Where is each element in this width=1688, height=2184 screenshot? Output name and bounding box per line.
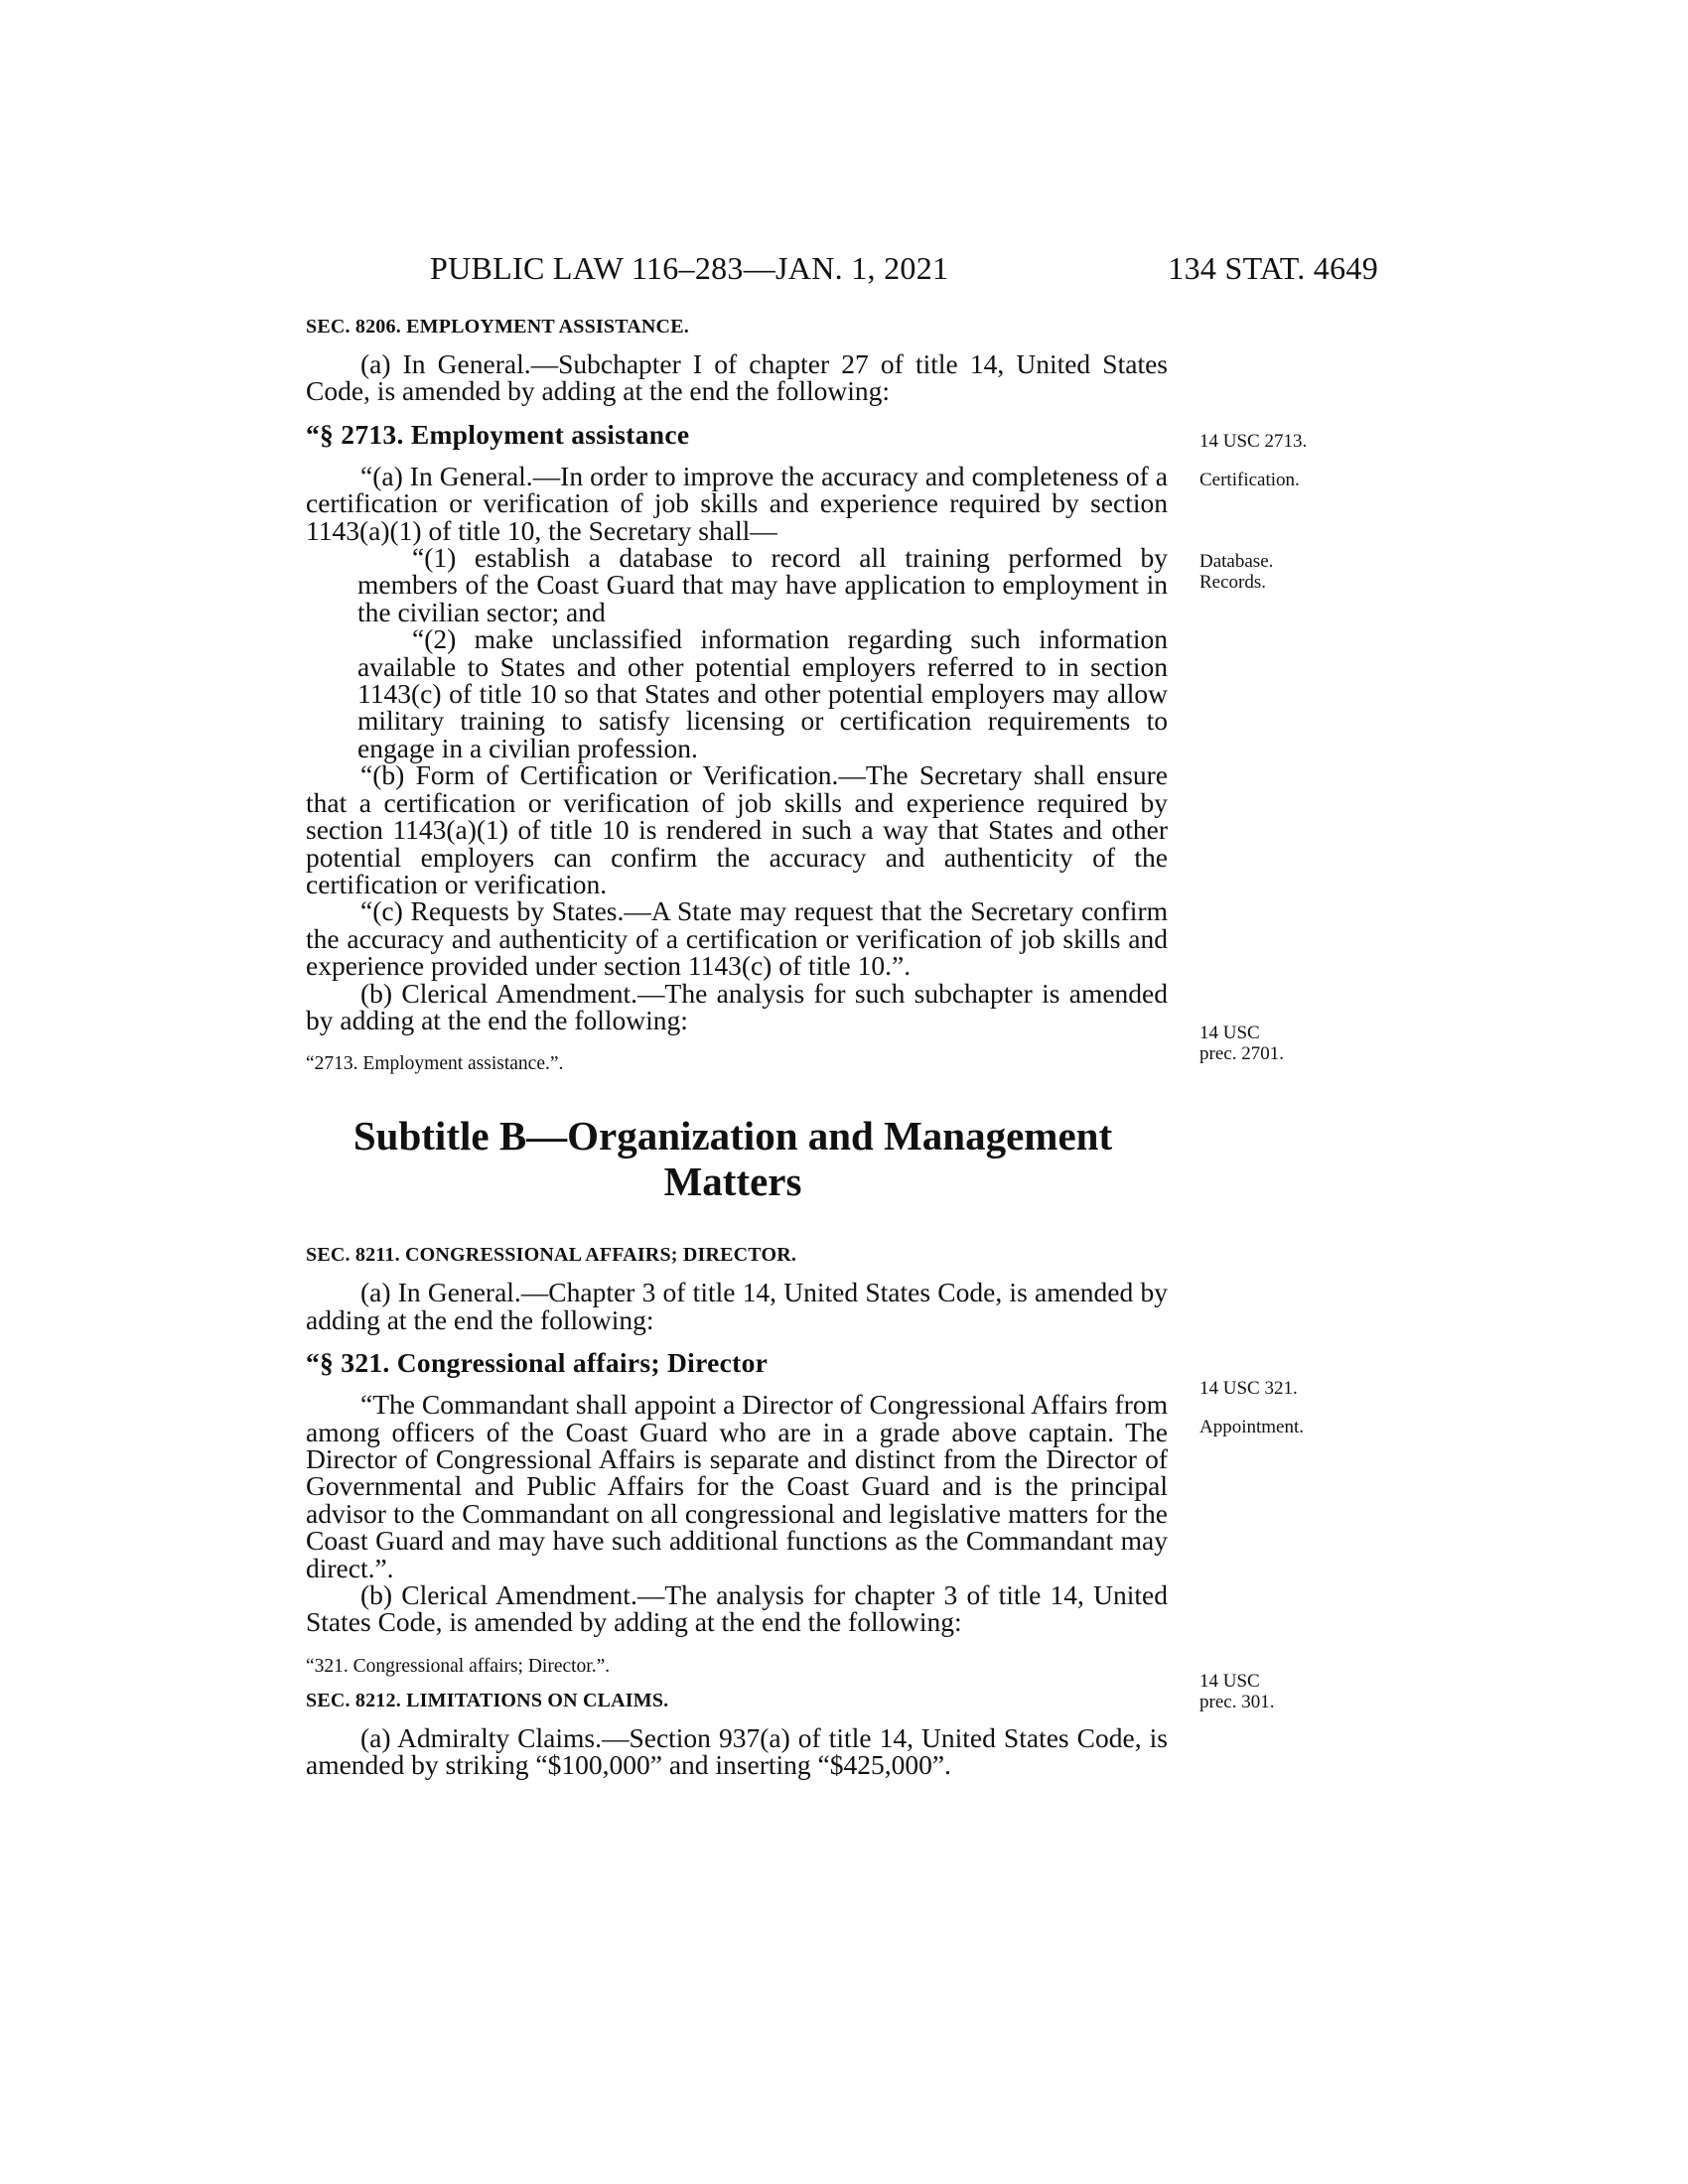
margin-note-appointment: Appointment. <box>1199 1417 1305 1437</box>
sec8212-a: (a) Admiralty Claims.—Section 937(a) of title 14, United States Code, is amended by striking “$100,000” and inserting “$425,000”. <box>306 1721 1168 1781</box>
section-heading-8206: SEC. 8206. EMPLOYMENT ASSISTANCE. <box>306 316 689 338</box>
sec8206-b: (b) Clerical Amendment.—The analysis for such subchapter is amended by adding at the end the following: <box>306 977 1168 1035</box>
margin-note-usc-321: 14 USC 321. <box>1199 1378 1298 1399</box>
margin-note-usc-prec-301: 14 USC prec. 301. <box>1199 1671 1275 1712</box>
margin-note-usc-2713: 14 USC 2713. <box>1199 431 1308 452</box>
section-title-2713: “§ 2713. Employment assistance <box>306 418 690 450</box>
running-head <box>306 250 1378 290</box>
analysis-entry-321: “321. Congressional affairs; Director.”. <box>306 1655 611 1677</box>
margin-note-usc-prec-2701: 14 USC prec. 2701. <box>1199 1023 1284 1064</box>
statute-page-number: 134 STAT. 4649 <box>1168 250 1378 286</box>
subtitle-heading <box>296 1113 1170 1204</box>
sec8206-a: (a) In General.—Subchapter I of chapter 27 of title 14, United States Code, is amended by adding at the end the following: <box>306 348 1168 407</box>
sec8211-b: (b) Clerical Amendment.—The analysis for chapter 3 of title 14, United States Code, is amended by adding at the end the following: <box>306 1579 1168 1638</box>
sec2713-c: “(c) Requests by States.—A State may request that the Secretary confirm the accuracy and authenticity of a certification or verification of job skills and experience provided under section 1143(c) of title 10.”. <box>306 895 1168 982</box>
sec2713-a-1: “(1) establish a database to record all training performed by members of the Coast Guard that may have application to employment in the civilian sector; and <box>357 542 1168 627</box>
public-law-citation: PUBLIC LAW 116–283—JAN. 1, 2021 <box>430 250 949 286</box>
sec2713-a-2: “(2) make unclassified information regarding such information available to States and other potential employers referred to in section 1143(c) of title 10 so that States and other potential employers may allow military training to satisfy licensing or certification requirements to engage in a civilian profession. <box>357 623 1168 763</box>
analysis-entry-2713: “2713. Employment assistance.”. <box>306 1053 564 1075</box>
main-text-column <box>306 316 1168 1779</box>
section-heading-8211: SEC. 8211. CONGRESSIONAL AFFAIRS; DIRECTOR. <box>306 1244 797 1267</box>
subtitle-line-1: Subtitle B—Organization and Management <box>352 1113 1113 1160</box>
sec2713-b: “(b) Form of Certification or Verification.—The Secretary shall ensure that a certification or verification of job skills and experience required by section 1143(a)(1) of title 10 is rendered in such a way that States and other potential employers can confirm the accuracy and authenticity of the certification or verification. <box>306 759 1168 899</box>
sec321-text: “The Commandant shall appoint a Director of Congressional Affairs from among officers of the Coast Guard who are in a grade above captain. The Director of Congressional Affairs is separate and distinct from the Director of Governmental and Public Affairs for the Coast Guard and is the principal advisor to the Commandant on all congressional and legislative matters for the Coast Guard and may have such additional functions as the Commandant may direct.”. <box>306 1389 1168 1583</box>
subtitle-line-2: Matters <box>663 1159 802 1205</box>
section-heading-8212: SEC. 8212. LIMITATIONS ON CLAIMS. <box>306 1689 669 1711</box>
margin-note-certification: Certification. <box>1199 470 1300 490</box>
margin-note-database-records: Database. Records. <box>1199 551 1274 593</box>
section-title-321: “§ 321. Congressional affairs; Director <box>306 1347 769 1379</box>
sec8211-a: (a) In General.—Chapter 3 of title 14, United States Code, is amended by adding at the end the following: <box>306 1277 1168 1335</box>
sec2713-a: “(a) In General.—In order to improve the accuracy and completeness of a certification or verification of job skills and experience required by section 1143(a)(1) of title 10, the Secretary shall— <box>306 460 1168 546</box>
